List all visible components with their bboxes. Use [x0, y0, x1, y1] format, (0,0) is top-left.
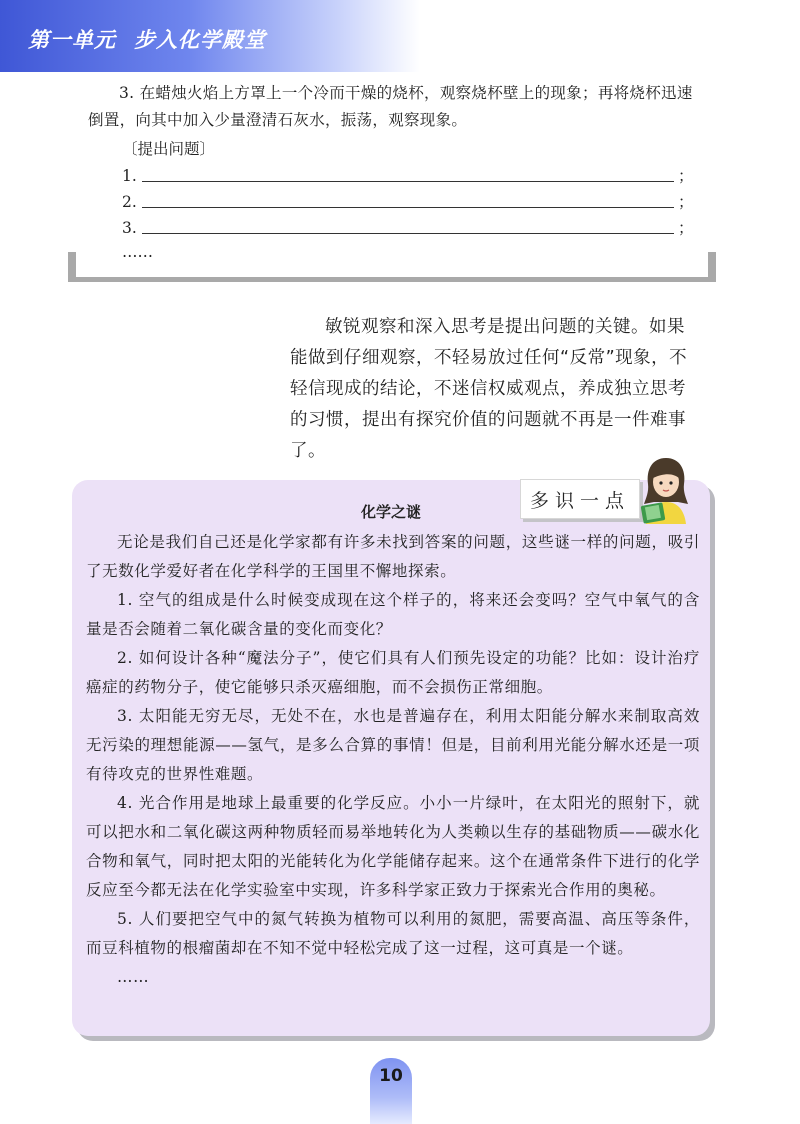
- extra-knowledge-badge: 多识一点: [520, 479, 640, 519]
- answer-rule: [142, 233, 674, 234]
- question-number: 3.: [122, 219, 137, 237]
- box-body: [86, 528, 700, 992]
- reading-girl-illustration: [630, 448, 702, 524]
- frame-right: [708, 252, 716, 280]
- line-end: ；: [678, 167, 694, 185]
- unit-header: [28, 24, 266, 54]
- box-ellipsis: ……: [117, 968, 150, 986]
- box-paragraph-3: 3. 太阳能无穷无尽，无处不在，水也是普遍存在，利用太阳能分解水来制取高效无污染的理想能源——氢气，是多么合算的事情！但是，目前利用光能分解水还是一项有待攻克的世界性难题。: [86, 707, 700, 783]
- frame-left: [68, 252, 76, 280]
- question-number: 1.: [122, 167, 137, 185]
- frame-bottom: [68, 277, 716, 282]
- page-number-tab: [370, 1058, 412, 1124]
- line-end: ；: [678, 193, 694, 211]
- header-band: [0, 0, 420, 72]
- line-end: ；: [678, 219, 694, 237]
- question-line-3[interactable]: [122, 215, 708, 241]
- prompt-label: 〔提出问题〕: [122, 140, 216, 158]
- activity-box-frame: [68, 252, 716, 282]
- activity-section: [88, 80, 708, 263]
- unit-label: 第一单元: [28, 28, 116, 52]
- box-paragraph-4: 4. 光合作用是地球上最重要的化学反应。小小一片绿叶，在太阳光的照射下，就可以把水和二氧化碳这两种物质轻而易举地转化为人类赖以生存的基础物质——碳水化合物和氧气，同时把太阳的光能转化为化学能储存起来。这个在通常条件下进行的化学反应至今都无法在化学实验室中实现，许多科学家正致力于探索光合作用的奥秘。: [86, 794, 700, 899]
- box-paragraph-5: 5. 人们要把空气中的氮气转换为植物可以利用的氮肥，需要高温、高压等条件，而豆科植物的根瘤菌却在不知不觉中轻松完成了这一过程，这可真是一个谜。: [86, 910, 700, 957]
- activity-step-3: 3. 在蜡烛火焰上方罩上一个冷而干燥的烧杯，观察烧杯壁上的现象；再将烧杯迅速倒置，向其中加入少量澄清石灰水，振荡，观察现象。: [88, 84, 693, 129]
- unit-title: 步入化学殿堂: [134, 28, 266, 52]
- extra-knowledge-box: [72, 480, 710, 1036]
- box-paragraph-2: 2. 如何设计各种“魔法分子”，使它们具有人们预先设定的功能？比如：设计治疗癌症的药物分子，使它能够只杀灭癌细胞，而不会损伤正常细胞。: [86, 649, 700, 696]
- question-number: 2.: [122, 193, 137, 211]
- box-paragraph-1: 1. 空气的组成是什么时候变成现在这个样子的，将来还会变吗？空气中氧气的含量是否会随着二氧化碳含量的变化而变化？: [86, 591, 700, 638]
- answer-rule: [142, 207, 674, 208]
- question-line-2[interactable]: [122, 189, 708, 215]
- page-number: 10: [379, 1066, 403, 1086]
- box-paragraph-intro: 无论是我们自己还是化学家都有许多未找到答案的问题，这些谜一样的问题，吸引了无数化学爱好者在化学科学的王国里不懈地探索。: [86, 533, 700, 580]
- activity-ellipsis: ……: [122, 243, 153, 261]
- margin-note: 敏锐观察和深入思考是提出问题的关键。如果能做到仔细观察，不轻易放过任何“反常”现象，不轻信现成的结论，不迷信权威观点，养成独立思考的习惯，提出有探究价值的问题就不再是一件难事了。: [290, 317, 688, 461]
- box-title: 化学之谜: [360, 503, 421, 521]
- answer-rule: [142, 181, 674, 182]
- question-line-1[interactable]: [122, 163, 708, 189]
